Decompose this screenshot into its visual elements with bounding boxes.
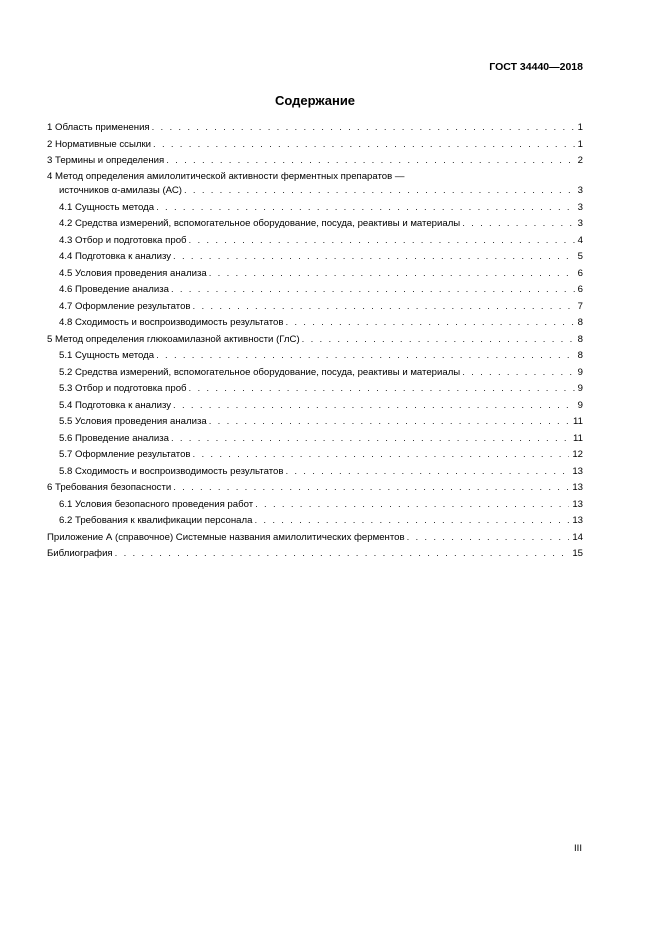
toc-leader-dots (115, 546, 570, 563)
toc-entry-5-3[interactable] (47, 381, 583, 398)
toc-entry-text: 3 Термины и определения (47, 155, 165, 166)
toc-entry-text: 4.7 Оформление результатов (59, 300, 191, 312)
toc-entry-text: 5.8 Сходимость и воспроизводимость результатов (59, 465, 284, 477)
toc-entry-5-4[interactable] (47, 398, 583, 415)
toc-entry-text: 6.2 Требования к квалификации персонала (59, 515, 253, 526)
toc-entry-4-8[interactable] (47, 315, 583, 332)
toc-entry-4-2[interactable] (47, 216, 583, 233)
toc-entry-page: 4 (577, 234, 583, 246)
toc-entry-page: 12 (572, 449, 583, 460)
toc-leader-dots (166, 153, 574, 170)
toc-entry-text: 5.6 Проведение анализа (59, 432, 169, 444)
toc-entry-2[interactable] (47, 137, 583, 154)
toc-entry-page: 8 (577, 350, 583, 361)
toc-entry-text: 4.2 Средства измерений, вспомогательное оборудование, посуда, реактивы и материалы (59, 218, 461, 229)
toc-entry-page: 9 (577, 383, 583, 394)
toc-entry-page: 8 (577, 317, 583, 328)
toc-leader-dots (152, 120, 575, 137)
toc-leader-dots (156, 200, 575, 217)
toc-entry-text: 5.7 Оформление результатов (59, 449, 191, 460)
toc-leader-dots (462, 216, 574, 233)
toc-entry-5-2[interactable] (47, 365, 583, 382)
toc-entry-1[interactable] (47, 120, 583, 137)
toc-leader-dots (189, 233, 575, 250)
toc-entry-page: 9 (577, 366, 583, 378)
toc-entry-text: 1 Область применения (47, 122, 150, 133)
toc-entry-5-6[interactable] (47, 431, 583, 448)
toc-leader-dots (254, 513, 569, 530)
toc-leader-dots (173, 398, 575, 415)
toc-entry-text: 5.2 Средства измерений, вспомогательное оборудование, посуда, реактивы и материалы (59, 366, 461, 378)
toc-entry-page: 6 (577, 267, 583, 279)
toc-entry-text: 4.1 Сущность метода (59, 201, 155, 213)
toc-entry-page: 3 (577, 201, 583, 213)
toc-leader-dots (462, 365, 574, 382)
toc-leader-dots (153, 137, 575, 154)
toc-leader-dots (171, 431, 570, 448)
toc-entry-text: 5 Метод определения глюкоамилазной активности (ГлС) (47, 333, 300, 345)
toc-entry-5-1[interactable] (47, 348, 583, 365)
toc-entry-appendix-a[interactable] (47, 530, 583, 547)
toc-entry-page: 6 (577, 284, 583, 295)
toc-entry-4-4[interactable] (47, 249, 583, 266)
table-of-contents (47, 120, 583, 563)
toc-entry-page: 9 (577, 399, 583, 411)
toc-entry-text: 5.1 Сущность метода (59, 350, 155, 361)
toc-entry-4-6[interactable] (47, 282, 583, 299)
toc-leader-dots (193, 447, 570, 464)
toc-entry-4-3[interactable] (47, 233, 583, 250)
toc-entry-text: Библиография (47, 548, 113, 559)
toc-entry-text: 6 Требования безопасности (47, 482, 172, 493)
toc-entry-page: 13 (572, 515, 583, 526)
toc-entry-text: Приложение А (справочное) Системные названия амилолитических ферментов (47, 531, 405, 543)
toc-entry-page: 13 (572, 482, 583, 493)
toc-entry-page: 5 (577, 251, 583, 262)
toc-entry-5[interactable] (47, 332, 583, 349)
toc-entry-page: 8 (577, 333, 583, 345)
toc-entry-4[interactable] (47, 170, 583, 200)
toc-entry-page: 13 (572, 465, 583, 477)
toc-entry-6[interactable] (47, 480, 583, 497)
toc-entry-page: 11 (573, 432, 583, 444)
page-number: III (574, 843, 582, 854)
toc-leader-dots (173, 249, 575, 266)
toc-entry-6-2[interactable] (47, 513, 583, 530)
toc-entry-text: 2 Нормативные ссылки (47, 138, 152, 150)
toc-entry-page: 7 (577, 300, 583, 312)
toc-leader-dots (302, 332, 575, 349)
toc-leader-dots (173, 480, 569, 497)
toc-entry-6-1[interactable] (47, 497, 583, 514)
toc-entry-text: 4.4 Подготовка к анализу (59, 251, 172, 262)
toc-entry-text: 5.3 Отбор и подготовка проб (59, 383, 187, 394)
toc-entry-page: 2 (577, 155, 583, 166)
toc-leader-dots (156, 348, 575, 365)
toc-entry-4-1[interactable] (47, 200, 583, 217)
toc-entry-text: 4.3 Отбор и подготовка проб (59, 234, 187, 246)
toc-entry-5-5[interactable] (47, 414, 583, 431)
toc-leader-dots (209, 414, 570, 431)
toc-entry-page: 13 (572, 498, 583, 510)
toc-leader-dots (171, 282, 575, 299)
toc-entry-page: 1 (577, 122, 583, 133)
toc-entry-text: 4.5 Условия проведения анализа (59, 267, 207, 279)
toc-leader-dots (193, 299, 575, 316)
toc-entry-5-7[interactable] (47, 447, 583, 464)
toc-entry-text: 6.1 Условия безопасного проведения работ (59, 498, 254, 510)
toc-entry-page: 14 (572, 531, 583, 543)
toc-entry-text: 5.4 Подготовка к анализу (59, 399, 172, 411)
document-id: ГОСТ 34440—2018 (489, 61, 583, 73)
toc-entry-3[interactable] (47, 153, 583, 170)
toc-leader-dots (209, 266, 575, 283)
page-title: Содержание (274, 93, 356, 108)
toc-entry-text-line1: 4 Метод определения амилолитической активности ферментных препаратов — (47, 170, 405, 182)
toc-entry-text: 4.8 Сходимость и воспроизводимость результатов (59, 317, 284, 328)
toc-entry-page: 11 (573, 416, 583, 427)
toc-entry-bibliography[interactable] (47, 546, 583, 563)
toc-leader-dots (184, 183, 575, 200)
toc-entry-page: 15 (572, 548, 583, 559)
toc-leader-dots (285, 464, 569, 481)
toc-entry-text: источников α-амилазы (АС) (59, 184, 182, 196)
toc-leader-dots (255, 497, 569, 514)
toc-leader-dots (189, 381, 575, 398)
toc-entry-4-7[interactable] (47, 299, 583, 316)
toc-entry-page: 3 (577, 218, 583, 229)
toc-entry-4-5[interactable] (47, 266, 583, 283)
toc-leader-dots (285, 315, 574, 332)
toc-entry-text: 4.6 Проведение анализа (59, 284, 169, 295)
toc-entry-5-8[interactable] (47, 464, 583, 481)
toc-leader-dots (407, 530, 570, 547)
toc-entry-text: 5.5 Условия проведения анализа (59, 416, 207, 427)
toc-entry-page: 1 (577, 138, 583, 150)
toc-entry-page: 3 (577, 184, 583, 196)
